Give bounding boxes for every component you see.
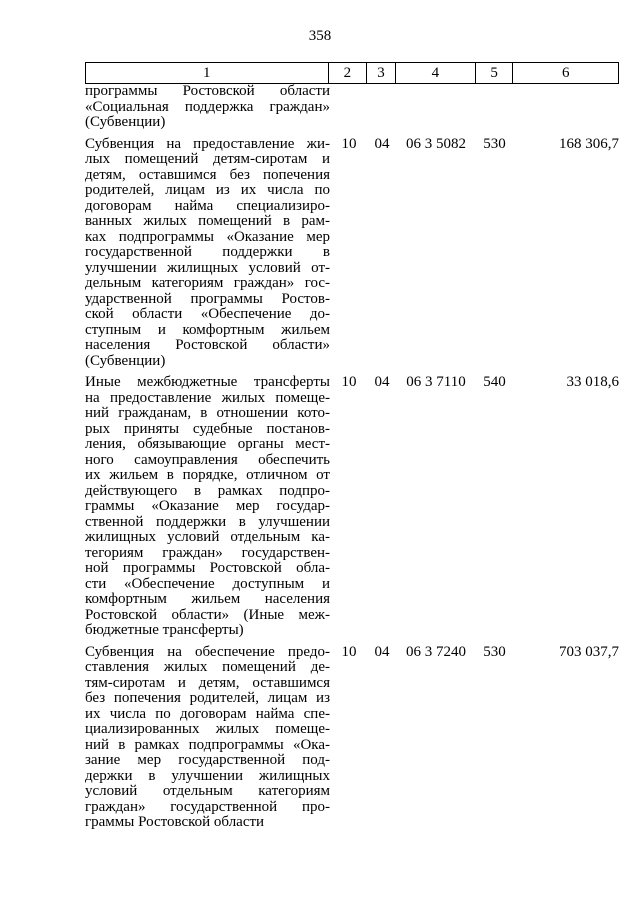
description-line: ного самоуправления обеспечить [85,451,330,468]
row-amount: 703 037,7 [559,643,619,660]
row-section-code: 10 [341,374,357,390]
description-line: рых приняты судебные постанов- [85,420,330,437]
description-line: ственной поддержки в улучшении [85,513,330,530]
row-section-code: 10 [341,135,357,152]
description-line: ной программы Ростовской обла- [85,560,330,576]
row-amount: 33 018,6 [566,374,619,390]
description-line: ванных жилых помещений в рам- [85,213,330,229]
description-line: (Субвенции) [85,114,166,130]
description-line: населения Ростовской области» [85,337,330,353]
row-expense-type: 530 [483,643,506,660]
description-line: ления, обязывающие органы мест- [85,436,330,452]
description-line: ступным и комфортным жильем [85,321,330,338]
description-line: ставления жилых помещений де- [85,659,330,675]
description-line: родителей, лицам из их числа по [85,182,330,198]
description-line: ках подпрограммы «Оказание мер [85,228,330,245]
description-line: тегориям граждан» государствен- [85,544,330,561]
description-line: Субвенция на предоставление жи- [85,135,330,152]
row-subsection-code [368,84,396,137]
table-row [85,84,619,137]
row-target-article: 06 3 7240 [406,643,466,660]
table-row [85,645,619,837]
description-line: дельным категориям граждан» гос- [85,275,330,291]
row-amount: 168 306,7 [559,135,619,152]
description-line: граждан» государственной про- [85,798,330,815]
description-line: (Субвенции) [85,352,166,369]
description-line: без попечения родителей, лицам из [85,690,330,706]
header-col-5: 5 [475,63,513,84]
row-expense-type [476,84,513,137]
header-col-1: 1 [86,63,329,84]
row-subsection-code: 04 [374,374,390,390]
table-row [85,375,619,645]
description-line: программы Ростовской области [85,83,330,99]
row-description [85,84,330,137]
page-number: 358 [308,28,332,44]
header-col-3: 3 [367,63,396,84]
description-line: Ростовской области» (Иные меж- [85,606,330,623]
description-line: лых помещений детям-сиротам и [85,151,330,167]
row-target-article: 06 3 7110 [406,374,466,390]
description-line: Иные межбюджетные трансферты [85,374,330,390]
description-line: граммы Ростовской области [85,814,265,830]
row-description [85,375,330,645]
header-col-2: 2 [328,63,367,84]
description-line: их жильем в порядке, отличном от [85,467,330,483]
row-description [85,645,330,837]
description-line: действующего в рамках подпро- [85,482,330,499]
header-col-6: 6 [513,63,619,84]
row-expense-type: 530 [483,135,506,152]
description-line: циализированных жилых помеще- [85,721,330,737]
row-expense-type: 540 [483,374,506,390]
column-header-row [85,62,619,84]
row-subsection-code: 04 [374,643,390,660]
description-line: на предоставление жилых помеще- [85,389,330,406]
description-line: сти «Обеспечение доступным и [85,575,330,592]
description-line: бюджетные трансферты) [85,622,244,638]
description-line: держки в улучшении жилищных [85,767,330,784]
description-line: комфортным жильем населения [85,591,330,607]
row-section-code [330,84,368,137]
description-line: «Социальная поддержка граждан» [85,98,330,115]
description-line: ударственной программы Ростов- [85,290,330,307]
description-line: зание мер государственной под- [85,752,330,768]
description-line: ний в рамках подпрограммы «Ока- [85,736,330,753]
description-line: государственной поддержки в [85,244,330,260]
header-col-4: 4 [395,63,475,84]
description-line: ской области «Обеспечение до- [85,306,330,322]
description-line: Субвенция на обеспечение предо- [85,643,330,660]
description-line: условий отдельным категориям [85,783,330,799]
row-target-article: 06 3 5082 [406,135,466,152]
description-line: ний гражданам, в отношении кото- [85,405,330,421]
description-line: улучшении жилищных условий от- [85,259,330,276]
description-line: договорам найма специализиро- [85,197,330,214]
row-description [85,137,330,376]
description-line: жилищных условий отдельным ка- [85,529,330,545]
row-amount [513,84,619,137]
row-subsection-code: 04 [374,135,390,152]
description-line: граммы «Оказание мер государ- [85,498,330,514]
table-row [85,137,619,376]
description-line: детям, оставшимся без попечения [85,166,330,183]
row-target-article [396,84,476,137]
budget-table [85,84,619,837]
row-section-code: 10 [341,643,357,660]
description-line: тям-сиротам и детям, оставшимся [85,674,330,691]
description-line: их числа по договорам найма спе- [85,705,330,722]
